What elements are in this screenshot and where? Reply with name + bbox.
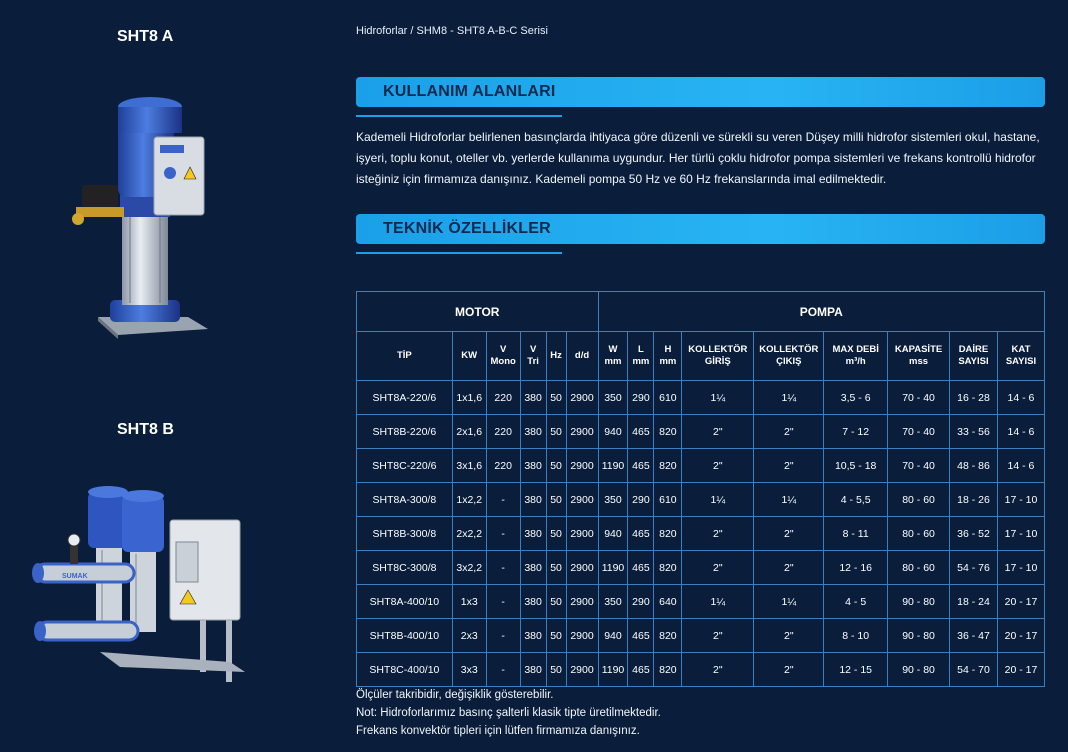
table-cell: 70 - 40 — [888, 381, 950, 415]
table-cell: 380 — [520, 415, 546, 449]
usage-section-underline — [356, 115, 562, 117]
column-header-sublabel: mm — [604, 356, 622, 367]
column-header-sublabel: mm — [632, 356, 650, 367]
table-cell: 2900 — [566, 415, 598, 449]
brand-label: SUMAK — [62, 573, 88, 580]
table-cell: 14 - 6 — [997, 415, 1044, 449]
table-cell: 20 - 17 — [997, 585, 1044, 619]
table-cell: 10,5 - 18 — [824, 449, 888, 483]
table-cell: 1x1,6 — [452, 381, 486, 415]
column-header-label: DAİRE — [958, 344, 989, 355]
table-cell: 1¼ — [682, 381, 754, 415]
table-cell: 380 — [520, 653, 546, 687]
table-cell: 50 — [546, 517, 566, 551]
table-row — [357, 415, 1045, 449]
column-header-sublabel: Tri — [527, 356, 539, 367]
table-row — [357, 585, 1045, 619]
product-title-sht8a: SHT8 A — [117, 28, 174, 45]
table-cell: 14 - 6 — [997, 381, 1044, 415]
table-cell: 1x3 — [452, 585, 486, 619]
column-header-label: L — [638, 344, 644, 355]
note-line: Frekans konvektör tipleri için lütfen firmamıza danışınız. — [356, 725, 640, 737]
table-cell: 465 — [628, 517, 654, 551]
table-cell: 12 - 16 — [824, 551, 888, 585]
column-header — [486, 332, 520, 381]
cell-type: SHT8C-220/6 — [357, 449, 453, 483]
table-cell: 1¼ — [682, 585, 754, 619]
column-header-label: V — [529, 344, 537, 355]
table-cell: 3,5 - 6 — [824, 381, 888, 415]
column-header — [754, 332, 824, 381]
table-cell: 17 - 10 — [997, 483, 1044, 517]
table-cell: 290 — [628, 381, 654, 415]
cell-type: SHT8B-220/6 — [357, 415, 453, 449]
column-header-sublabel: ÇIKIŞ — [776, 356, 802, 367]
table-cell: 2x1,6 — [452, 415, 486, 449]
table-cell: 36 - 47 — [950, 619, 998, 653]
table-cell: 33 - 56 — [950, 415, 998, 449]
table-cell: 465 — [628, 653, 654, 687]
column-header-row — [357, 332, 1045, 381]
table-cell: 290 — [628, 483, 654, 517]
column-header-sublabel: SAYISI — [1005, 356, 1037, 367]
column-header-label: W — [608, 344, 618, 355]
table-cell: 3x2,2 — [452, 551, 486, 585]
column-header — [950, 332, 998, 381]
product-title-sht8b: SHT8 B — [117, 421, 174, 438]
table-cell: 17 - 10 — [997, 517, 1044, 551]
table-cell: 820 — [654, 517, 682, 551]
column-header-label: KOLLEKTÖR — [688, 344, 748, 355]
note-line: Not: Hidroforlarımız basınç şalterli klasik tipte üretilmektedir. — [356, 707, 661, 719]
cell-type: SHT8A-400/10 — [357, 585, 453, 619]
column-header-sublabel: GİRİŞ — [704, 356, 731, 367]
table-cell: 20 - 17 — [997, 653, 1044, 687]
table-cell: 18 - 24 — [950, 585, 998, 619]
table-cell: 1¼ — [754, 381, 824, 415]
table-cell: 2" — [754, 653, 824, 687]
table-cell: 70 - 40 — [888, 449, 950, 483]
table-cell: 940 — [598, 619, 628, 653]
table-cell: 1x2,2 — [452, 483, 486, 517]
table-cell: 3x1,6 — [452, 449, 486, 483]
table-cell: 50 — [546, 619, 566, 653]
table-cell: 50 — [546, 653, 566, 687]
table-cell: 12 - 15 — [824, 653, 888, 687]
table-cell: 2" — [754, 449, 824, 483]
table-row — [357, 381, 1045, 415]
table-cell: 2" — [754, 517, 824, 551]
table-cell: 2" — [682, 619, 754, 653]
table-cell: 610 — [654, 483, 682, 517]
table-cell: 90 - 80 — [888, 585, 950, 619]
table-cell: 4 - 5 — [824, 585, 888, 619]
table-cell: 50 — [546, 449, 566, 483]
usage-section-header: KULLANIM ALANLARI — [356, 77, 1045, 107]
tech-section-underline — [356, 252, 562, 254]
table-cell: 220 — [486, 415, 520, 449]
table-row — [357, 551, 1045, 585]
table-cell: 2" — [682, 517, 754, 551]
table-cell: - — [486, 517, 520, 551]
table-cell: 380 — [520, 517, 546, 551]
column-header-label: KW — [461, 350, 478, 361]
table-cell: - — [486, 619, 520, 653]
table-cell: 3x3 — [452, 653, 486, 687]
cell-type: SHT8B-300/8 — [357, 517, 453, 551]
table-cell: 50 — [546, 483, 566, 517]
cell-type: SHT8A-300/8 — [357, 483, 453, 517]
table-cell: - — [486, 483, 520, 517]
table-cell: 2" — [754, 415, 824, 449]
table-cell: 2" — [754, 551, 824, 585]
table-cell: 50 — [546, 585, 566, 619]
table-cell: - — [486, 653, 520, 687]
notes — [356, 686, 661, 740]
column-header-label: KOLLEKTÖR — [759, 344, 819, 355]
column-header-sublabel: mss — [909, 356, 929, 367]
column-header-sublabel: mm — [659, 356, 677, 367]
column-header-label: MAX DEBİ — [832, 344, 879, 355]
table-row — [357, 517, 1045, 551]
table-cell: 7 - 12 — [824, 415, 888, 449]
table-row — [357, 653, 1045, 687]
table-cell: 350 — [598, 483, 628, 517]
table-cell: 16 - 28 — [950, 381, 998, 415]
tech-section-header: TEKNİK ÖZELLİKLER — [356, 214, 1045, 244]
table-cell: 380 — [520, 585, 546, 619]
column-header-label: Hz — [550, 350, 562, 361]
note-line: Ölçüler takribidir, değişiklik gösterebilir. — [356, 689, 554, 701]
column-header — [888, 332, 950, 381]
table-cell: 1¼ — [682, 483, 754, 517]
product-column — [0, 0, 330, 752]
table-cell: 220 — [486, 381, 520, 415]
table-cell: - — [486, 585, 520, 619]
cell-type: SHT8A-220/6 — [357, 381, 453, 415]
table-cell: 54 - 76 — [950, 551, 998, 585]
table-cell: 70 - 40 — [888, 415, 950, 449]
table-cell: 2x3 — [452, 619, 486, 653]
column-header-label: V — [499, 344, 507, 355]
table-cell: 820 — [654, 449, 682, 483]
table-cell: 465 — [628, 449, 654, 483]
column-header-sublabel: Mono — [490, 356, 516, 367]
column-header — [682, 332, 754, 381]
column-header-label: KAT — [1011, 344, 1031, 355]
table-cell: 1190 — [598, 449, 628, 483]
table-cell: 465 — [628, 415, 654, 449]
table-cell: 36 - 52 — [950, 517, 998, 551]
table-cell: 820 — [654, 415, 682, 449]
table-cell: 2" — [682, 551, 754, 585]
table-cell: 380 — [520, 381, 546, 415]
table-cell: 80 - 60 — [888, 483, 950, 517]
table-cell: 350 — [598, 585, 628, 619]
table-cell: 90 - 80 — [888, 619, 950, 653]
column-header — [628, 332, 654, 381]
table-cell: 820 — [654, 551, 682, 585]
table-cell: 2900 — [566, 585, 598, 619]
table-cell: 380 — [520, 483, 546, 517]
table-row — [357, 449, 1045, 483]
table-cell: 940 — [598, 415, 628, 449]
table-cell: 380 — [520, 551, 546, 585]
usage-description: Kademeli Hidroforlar belirlenen basınçlarda ihtiyaca göre düzenli ve sürekli su veren Düşey milli hidrofor sistemleri okul, hastane, işyeri, toplu konut, oteller vb. yerlerde kullanıma uygundur. Her türlü çoklu hidrofor pompa sistemleri ve frekans kontrollü hidrofor isteğiniz için firmamıza danışınız. Kademeli pompa 50 Hz ve 60 Hz frekanslarında imal edilmektedir. — [356, 130, 1040, 186]
table-cell: 50 — [546, 381, 566, 415]
table-cell: 1¼ — [754, 483, 824, 517]
table-cell: 2900 — [566, 653, 598, 687]
table-cell: 90 - 80 — [888, 653, 950, 687]
table-cell: 820 — [654, 619, 682, 653]
table-cell: 50 — [546, 415, 566, 449]
table-cell: 465 — [628, 619, 654, 653]
table-cell: 290 — [628, 585, 654, 619]
column-header-label: d/d — [574, 350, 590, 361]
table-cell: 220 — [486, 449, 520, 483]
table-cell: 48 - 86 — [950, 449, 998, 483]
table-row — [357, 483, 1045, 517]
table-cell: 17 - 10 — [997, 551, 1044, 585]
column-header-sublabel: m³/h — [845, 356, 866, 367]
table-cell: 380 — [520, 619, 546, 653]
column-header — [654, 332, 682, 381]
table-cell: 2900 — [566, 517, 598, 551]
table-cell: 1190 — [598, 551, 628, 585]
table-cell: 2" — [682, 653, 754, 687]
table-cell: 2" — [682, 415, 754, 449]
cell-type: SHT8C-300/8 — [357, 551, 453, 585]
table-cell: - — [486, 551, 520, 585]
cell-type: SHT8B-400/10 — [357, 619, 453, 653]
column-header-label: KAPASİTE — [894, 344, 943, 355]
group-header-pompa: POMPA — [598, 292, 1045, 332]
table-cell: 465 — [628, 551, 654, 585]
table-cell: 1190 — [598, 653, 628, 687]
table-cell: 1¼ — [754, 585, 824, 619]
cell-type: SHT8C-400/10 — [357, 653, 453, 687]
table-cell: 54 - 70 — [950, 653, 998, 687]
column-header-label: TİP — [396, 350, 412, 361]
table-cell: 2900 — [566, 381, 598, 415]
table-cell: 610 — [654, 381, 682, 415]
table-cell: 14 - 6 — [997, 449, 1044, 483]
table-row — [357, 619, 1045, 653]
group-header-motor: MOTOR — [357, 292, 599, 332]
column-header — [452, 332, 486, 381]
table-cell: 640 — [654, 585, 682, 619]
table-cell: 2x2,2 — [452, 517, 486, 551]
column-header — [357, 332, 453, 381]
table-cell: 2900 — [566, 619, 598, 653]
table-cell: 2900 — [566, 449, 598, 483]
spec-table-body — [357, 381, 1045, 687]
column-header — [598, 332, 628, 381]
table-cell: 8 - 11 — [824, 517, 888, 551]
table-cell: 4 - 5,5 — [824, 483, 888, 517]
table-cell: 20 - 17 — [997, 619, 1044, 653]
table-cell: 2900 — [566, 483, 598, 517]
table-cell: 80 - 60 — [888, 551, 950, 585]
table-cell: 2900 — [566, 551, 598, 585]
column-header — [566, 332, 598, 381]
column-header-sublabel: SAYISI — [958, 356, 989, 367]
table-cell: 350 — [598, 381, 628, 415]
pump-sht8a-image — [70, 95, 220, 340]
column-header — [546, 332, 566, 381]
table-cell: 380 — [520, 449, 546, 483]
table-cell: 940 — [598, 517, 628, 551]
breadcrumb[interactable]: Hidroforlar / SHM8 - SHT8 A-B-C Serisi — [356, 25, 548, 37]
table-cell: 50 — [546, 551, 566, 585]
table-cell: 820 — [654, 653, 682, 687]
table-cell: 8 - 10 — [824, 619, 888, 653]
spec-table — [356, 291, 1045, 687]
column-header — [997, 332, 1044, 381]
column-header — [520, 332, 546, 381]
column-header-label: H — [664, 344, 672, 355]
column-header — [824, 332, 888, 381]
table-cell: 80 - 60 — [888, 517, 950, 551]
table-cell: 2" — [754, 619, 824, 653]
table-cell: 18 - 26 — [950, 483, 998, 517]
pump-sht8b-image — [30, 482, 250, 687]
table-cell: 2" — [682, 449, 754, 483]
